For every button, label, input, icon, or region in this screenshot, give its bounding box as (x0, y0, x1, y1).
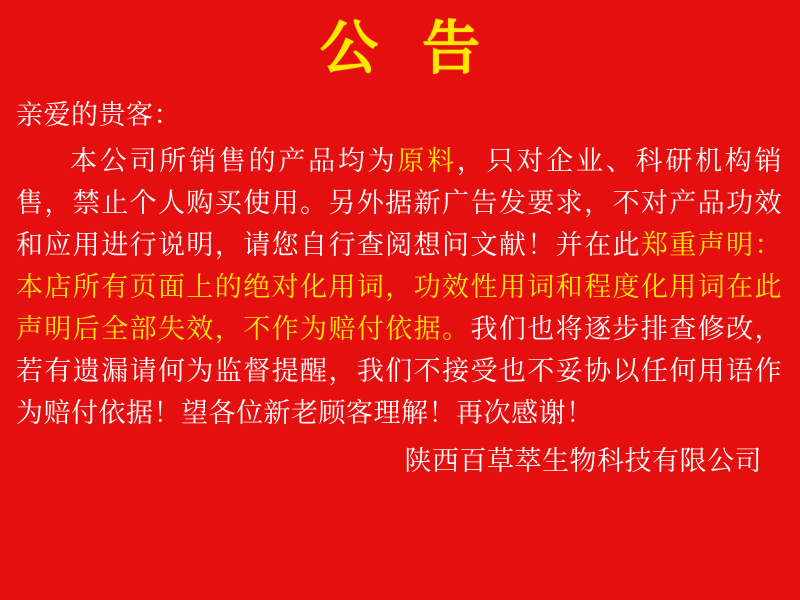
segment-text-1: 本公司所销售的产品均为 (70, 145, 398, 176)
segment-highlight-2: 郑重声明：本店所有页面上的绝对化用词，功效性用词和程度化用词在此声明后全部失效，不作为赔付依据。 (16, 229, 783, 345)
segment-text-2: ，只对企业、科研机构销售，禁止个人购买使用。另外据新广告发要求，不对产品功效和应用进行说明，请您自行查阅想问文献！并在此 (16, 145, 783, 260)
segment-text-3: 我们也将逐步排查修改，若有遗漏请何为监督提醒，我们不接受也不妥协以任何用语作为赔付依据！望各位新老顾客理解！再次感谢！ (16, 314, 783, 429)
company-signature: 陕西百草萃生物科技有限公司 (404, 446, 762, 477)
notice-paragraph (16, 140, 782, 435)
notice-body (0, 84, 800, 483)
segment-highlight-1: 原料 (397, 145, 457, 176)
salutation: 亲爱的贵客： (16, 99, 181, 130)
page-title: 公 告 (319, 16, 495, 81)
